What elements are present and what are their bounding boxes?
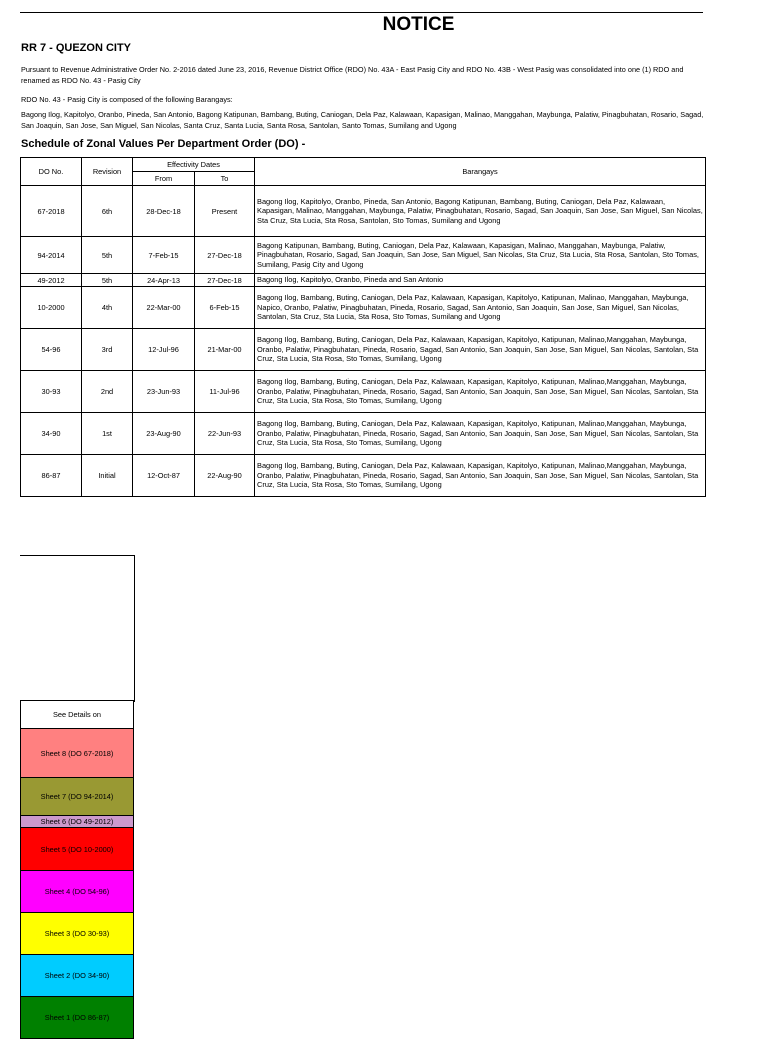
- composition-paragraph: RDO No. 43 - Pasig City is composed of the following Barangays:: [21, 95, 233, 104]
- legend-header: See Details on: [21, 701, 134, 729]
- do-no-cell: 94-2014: [21, 237, 82, 274]
- barangays-cell: Bagong Ilog, Bambang, Buting, Caniogan, Dela Paz, Kalawaan, Kapasigan, Kapitolyo, Katipunan, Malinao, Manggahan, Maybunga, Napico, Oranbo, Palatiw, Pinagbuhatan, Pineda, Rosario, Sagad, San Antonio, San Joaquin, San Jose, San Miguel, San Nicolas, Santolan, Sta Cruz, Sta Lucia, Sta Rosa, Sto Tomas, Sumilang and Ugong: [255, 287, 706, 329]
- do-no-cell: 49-2012: [21, 274, 82, 287]
- legend-sheet-2[interactable]: Sheet 2 (DO 34-90): [21, 955, 134, 997]
- header-effectivity: Effectivity Dates: [133, 158, 255, 172]
- revision-cell: 5th: [82, 274, 133, 287]
- barangays-cell: Bagong Ilog, Bambang, Buting, Caniogan, Dela Paz, Kalawaan, Kapasigan, Kapitolyo, Katipunan, Malinao,Manggahan, Maybunga, Oranbo, Palatiw, Pinagbuhatan, Pineda, Rosario, Sagad, San Antonio, San Joaquin, San Jose, San Miguel, San Nicolas, Santolan, Sta Cruz, Sta Lucia, Sta Rosa, Sto Tomas, Sumilang, Ugong: [255, 413, 706, 455]
- revision-cell: 2nd: [82, 371, 133, 413]
- table-row: [21, 237, 706, 274]
- table-row: [21, 287, 706, 329]
- revision-cell: Initial: [82, 455, 133, 497]
- legend-sheet-4[interactable]: Sheet 4 (DO 54-96): [21, 871, 134, 913]
- from-cell: 24-Apr-13: [133, 274, 195, 287]
- from-cell: 23-Jun-93: [133, 371, 195, 413]
- region-heading: RR 7 - QUEZON CITY: [21, 42, 132, 54]
- header-revision: Revision: [82, 158, 133, 186]
- barangays-cell: Bagong Ilog, Bambang, Buting, Caniogan, Dela Paz, Kalawaan, Kapasigan, Kapitolyo, Katipunan, Malinao,Manggahan, Maybunga, Oranbo, Palatiw, Pinagbuhatan, Pineda, Rosario, Sagad, San Antonio, San Joaquin, San Jose, San Miguel, San Nicolas, Santolan, Sta Cruz, Sta Lucia, Sta Rosa, Sto Tomas, Sumilang, Ugong: [255, 329, 706, 371]
- legend-sheet-1[interactable]: Sheet 1 (DO 86-87): [21, 997, 134, 1039]
- do-no-cell: 34-90: [21, 413, 82, 455]
- table-row: [21, 186, 706, 237]
- barangays-cell: Bagong Ilog, Bambang, Buting, Caniogan, Dela Paz, Kalawaan, Kapasigan, Kapitolyo, Katipunan, Malinao,Manggahan, Maybunga, Oranbo, Palatiw, Pinagbuhatan, Pineda, Rosario, Sagad, San Antonio, San Joaquin, San Jose, San Miguel, San Nicolas, Santolan, Sta Cruz, Sta Lucia, Sta Rosa, Sto Tomas, Sumilang, Ugong: [255, 371, 706, 413]
- header-do-no: DO No.: [21, 158, 82, 186]
- do-no-cell: 10-2000: [21, 287, 82, 329]
- barangays-cell: Bagong Ilog, Bambang, Buting, Caniogan, Dela Paz, Kalawaan, Kapasigan, Kapitolyo, Katipunan, Malinao,Manggahan, Maybunga, Oranbo, Palatiw, Pinagbuhatan, Pineda, Rosario, Sagad, San Antonio, San Joaquin, San Jose, San Miguel, San Nicolas, Santolan, Sta Cruz, Sta Lucia, Sta Rosa, Sto Tomas, Sumilang, Ugong: [255, 455, 706, 497]
- barangays-cell: Bagong Ilog, Kapitolyo, Oranbo, Pineda and San Antonio: [255, 274, 706, 287]
- notice-title: NOTICE: [382, 14, 455, 35]
- to-cell: 11-Jul-96: [195, 371, 255, 413]
- legend-sheet-8[interactable]: Sheet 8 (DO 67-2018): [21, 729, 134, 778]
- header-to: To: [195, 172, 255, 186]
- legend-sheet-3[interactable]: Sheet 3 (DO 30-93): [21, 913, 134, 955]
- do-no-cell: 54-96: [21, 329, 82, 371]
- from-cell: 12-Oct-87: [133, 455, 195, 497]
- header-barangays: Barangays: [255, 158, 706, 186]
- legend-empty-frame: [20, 555, 135, 702]
- table-row: [21, 274, 706, 287]
- to-cell: 22-Jun-93: [195, 413, 255, 455]
- to-cell: 22-Aug-90: [195, 455, 255, 497]
- revision-cell: 5th: [82, 237, 133, 274]
- from-cell: 12-Jul-96: [133, 329, 195, 371]
- table-row: [21, 371, 706, 413]
- from-cell: 23-Aug-90: [133, 413, 195, 455]
- sheet-legend: [20, 700, 134, 1039]
- barangay-list-paragraph: Bagong Ilog, Kapitolyo, Oranbo, Pineda, San Antonio, Bagong Katipunan, Bambang, Buting, Caniogan, Dela Paz, Kalawaan, Kapasigan, Malinao, Manggahan, Maybunga, Palatiw, Pinagbuhatan, Rosario, Sagad, San Joaquin, San Jose, San Miguel, San Nicolas, Santa Cruz, Santa Lucia, Santa Rosa, Santolan, Santo Tomas, Sumilang and Ugong: [21, 110, 704, 130]
- to-cell: 27-Dec-18: [195, 237, 255, 274]
- do-no-cell: 86-87: [21, 455, 82, 497]
- legend-sheet-6[interactable]: Sheet 6 (DO 49-2012): [21, 816, 134, 828]
- top-border-line: [20, 12, 703, 13]
- barangays-cell: Bagong Katipunan, Bambang, Buting, Caniogan, Dela Paz, Kalawaan, Kapasigan, Malinao, Manggahan, Maybunga, Palatiw, Pinagbuhatan, Rosario, Sagad, San Joaquin, San Jose, San Miguel, San Nicolas, Sta Cruz, Sta Lucia, Sta Rosa, Santolan, Sto Tomas, Sumilang, Pasig City and Ugong: [255, 237, 706, 274]
- to-cell: Present: [195, 186, 255, 237]
- to-cell: 27-Dec-18: [195, 274, 255, 287]
- to-cell: 21-Mar-00: [195, 329, 255, 371]
- revision-cell: 4th: [82, 287, 133, 329]
- table-row: [21, 455, 706, 497]
- from-cell: 28-Dec-18: [133, 186, 195, 237]
- table-row: [21, 329, 706, 371]
- revision-cell: 3rd: [82, 329, 133, 371]
- from-cell: 7-Feb-15: [133, 237, 195, 274]
- from-cell: 22-Mar-00: [133, 287, 195, 329]
- to-cell: 6-Feb-15: [195, 287, 255, 329]
- barangays-cell: Bagong Ilog, Kapitolyo, Oranbo, Pineda, San Antonio, Bagong Katipunan, Bambang, Buting, Caniogan, Dela Paz, Kalawaan, Kapasigan, Malinao, Manggahan, Maybunga, Palatiw, Pinagbuhatan, Rosario, Sagad, San Joaquin, San Jose, San Miguel, San Nicolas, Sta Cruz, Sta Lucia, Sta Rosa, Santolan, Sto Tomas, Sumilang and Ugong: [255, 186, 706, 237]
- table-row: [21, 413, 706, 455]
- schedule-heading: Schedule of Zonal Values Per Department Order (DO) -: [21, 138, 306, 150]
- consolidation-paragraph: Pursuant to Revenue Administrative Order No. 2-2016 dated June 23, 2016, Revenue District Office (RDO) No. 43A - East Pasig City and RDO No. 43B - West Pasig was consolidated into one (1) RDO and renamed as RDO No. 43 - Pasig City: [21, 65, 684, 85]
- header-from: From: [133, 172, 195, 186]
- legend-sheet-5[interactable]: Sheet 5 (DO 10-2000): [21, 828, 134, 871]
- legend-sheet-7[interactable]: Sheet 7 (DO 94-2014): [21, 778, 134, 816]
- do-no-cell: 67-2018: [21, 186, 82, 237]
- revision-cell: 1st: [82, 413, 133, 455]
- revision-cell: 6th: [82, 186, 133, 237]
- do-no-cell: 30-93: [21, 371, 82, 413]
- zonal-values-table: [20, 157, 706, 497]
